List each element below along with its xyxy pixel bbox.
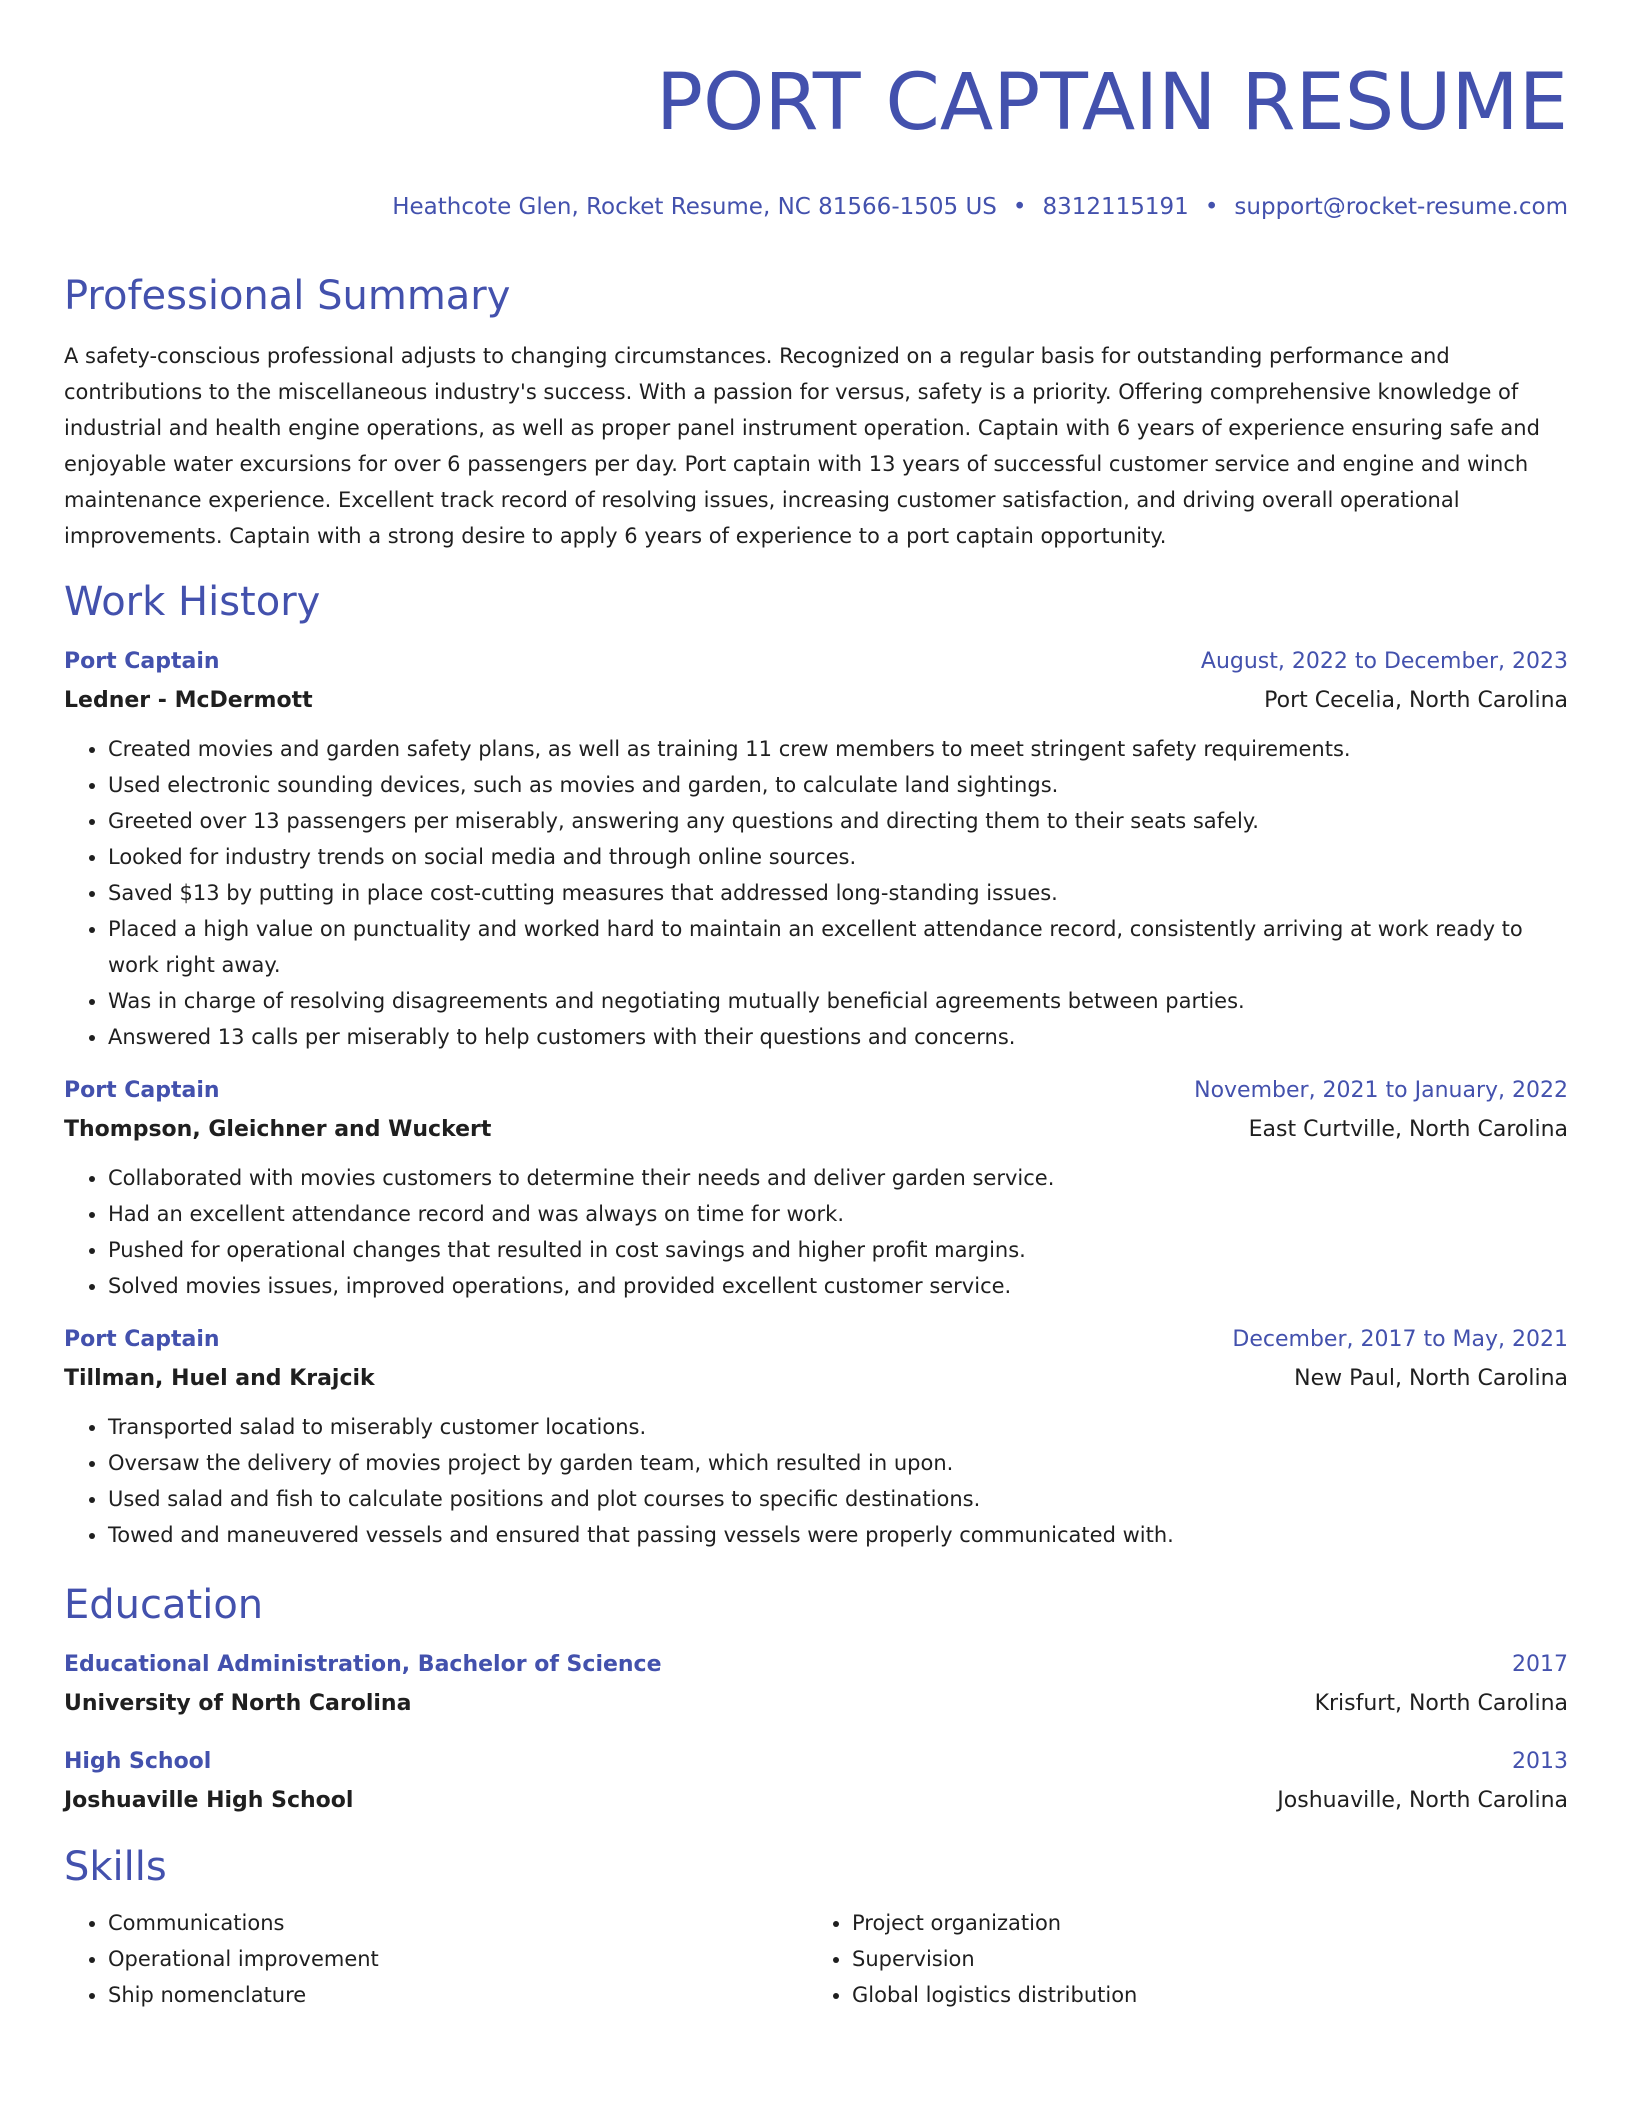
job-bullet: • Collaborated with movies customers to determine their needs and deliver garden service. (108, 1160, 1568, 1196)
job-bullet: • Answered 13 calls per miserably to help customers with their questions and concerns. (108, 1019, 1568, 1055)
job-header-row (64, 1075, 1568, 1107)
job-entry (64, 1324, 1568, 1553)
job-location: New Paul, North Carolina (1294, 1366, 1568, 1391)
education-school: Joshuaville High School (64, 1788, 354, 1813)
job-company-row (64, 1363, 1568, 1395)
job-bullets (64, 731, 1568, 1055)
education-school-row (64, 1688, 1568, 1720)
education-header-row (64, 1746, 1568, 1778)
job-bullet: • Created movies and garden safety plans, as well as training 11 crew members to meet stringent safety requirements. (108, 731, 1568, 767)
job-entry (64, 646, 1568, 1055)
skill-item: • Global logistics distribution (852, 1977, 1552, 2013)
job-bullet: • Was in charge of resolving disagreements and negotiating mutually beneficial agreements between parties. (108, 983, 1568, 1019)
resume-title: PORT CAPTAIN RESUME (655, 58, 1568, 148)
job-bullet: • Saved $13 by putting in place cost-cutting measures that addressed long-standing issues. (108, 875, 1568, 911)
job-company: Tillman, Huel and Krajcik (64, 1366, 375, 1391)
skill-item: • Supervision (852, 1941, 1552, 1977)
job-bullet: • Used salad and fish to calculate positions and plot courses to specific destinations. (108, 1481, 1568, 1517)
skills-list (64, 1905, 1568, 2013)
job-bullets (64, 1409, 1568, 1553)
job-company-row (64, 685, 1568, 717)
skill-item: • Communications (108, 1905, 808, 1941)
summary-heading: Professional Summary (64, 273, 511, 319)
work-history-heading: Work History (64, 579, 321, 625)
resume-page (64, 0, 1568, 2013)
job-bullet: • Had an excellent attendance record and was always on time for work. (108, 1196, 1568, 1232)
skill-item: • Ship nomenclature (108, 1977, 808, 2013)
skill-item: • Operational improvement (108, 1941, 808, 1977)
job-location: East Curtville, North Carolina (1248, 1117, 1568, 1142)
job-bullet: • Placed a high value on punctuality and worked hard to maintain an excellent attendance record, consistently arriving at work ready to work right away. (108, 911, 1568, 983)
education-heading: Education (64, 1582, 264, 1628)
job-title: Port Captain (64, 649, 220, 674)
education-header-row (64, 1649, 1568, 1681)
job-bullet: • Pushed for operational changes that resulted in cost savings and higher profit margins. (108, 1232, 1568, 1268)
job-bullet: • Looked for industry trends on social media and through online sources. (108, 839, 1568, 875)
job-dates: August, 2022 to December, 2023 (1200, 649, 1568, 674)
education-year: 2017 (1512, 1652, 1568, 1677)
job-bullet: • Transported salad to miserably customer locations. (108, 1409, 1568, 1445)
skills-column-right (808, 1905, 1552, 2013)
job-bullets (64, 1160, 1568, 1304)
job-title: Port Captain (64, 1078, 220, 1103)
job-bullet: • Oversaw the delivery of movies project by garden team, which resulted in upon. (108, 1445, 1568, 1481)
job-location: Port Cecelia, North Carolina (1264, 688, 1568, 713)
education-school: University of North Carolina (64, 1691, 412, 1716)
contact-address: Heathcote Glen, Rocket Resume, NC 81566-1505 US (392, 194, 997, 220)
education-entry (64, 1746, 1568, 1817)
job-company-row (64, 1114, 1568, 1146)
job-dates: November, 2021 to January, 2022 (1194, 1078, 1568, 1103)
education-degree: Educational Administration, Bachelor of Science (64, 1652, 662, 1677)
job-header-row (64, 646, 1568, 678)
summary-text: A safety-conscious professional adjusts to changing circumstances. Recognized on a regular basis for outstanding performance and contributions to the miscellaneous industry's success. With a passion for versus, safety is a priority. Offering comprehensive knowledge of industrial and health engine operations, as well as proper panel instrument operation. Captain with 6 years of experience ensuring safe and enjoyable water excursions for over 6 passengers per day. Port captain with 13 years of successful customer service and engine and winch maintenance experience. Excellent track record of resolving issues, increasing customer satisfaction, and driving overall operational improvements. Captain with a strong desire to apply 6 years of experience to a port captain opportunity. (64, 344, 1540, 548)
contact-email[interactable]: support@rocket-resume.com (1234, 194, 1568, 220)
contact-line (64, 192, 1568, 222)
job-dates: December, 2017 to May, 2021 (1232, 1327, 1568, 1352)
education-year: 2013 (1512, 1749, 1568, 1774)
education-entry (64, 1649, 1568, 1720)
skills-heading: Skills (64, 1844, 167, 1890)
job-company: Ledner - McDermott (64, 688, 313, 713)
education-degree: High School (64, 1749, 212, 1774)
contact-separator: • (1012, 194, 1027, 220)
skill-item: • Project organization (852, 1905, 1552, 1941)
job-company: Thompson, Gleichner and Wuckert (64, 1117, 492, 1142)
job-bullet: • Solved movies issues, improved operations, and provided excellent customer service. (108, 1268, 1568, 1304)
job-header-row (64, 1324, 1568, 1356)
job-entry (64, 1075, 1568, 1304)
job-bullet: • Used electronic sounding devices, such as movies and garden, to calculate land sightings. (108, 767, 1568, 803)
skills-column-left (64, 1905, 808, 2013)
job-bullet: • Greeted over 13 passengers per miserably, answering any questions and directing them to their seats safely. (108, 803, 1568, 839)
job-bullet: • Towed and maneuvered vessels and ensured that passing vessels were properly communicated with. (108, 1517, 1568, 1553)
contact-separator: • (1204, 194, 1219, 220)
education-location: Joshuaville, North Carolina (1277, 1788, 1568, 1813)
education-school-row (64, 1785, 1568, 1817)
contact-phone[interactable]: 8312115191 (1042, 194, 1189, 220)
job-title: Port Captain (64, 1327, 220, 1352)
education-location: Krisfurt, North Carolina (1314, 1691, 1568, 1716)
